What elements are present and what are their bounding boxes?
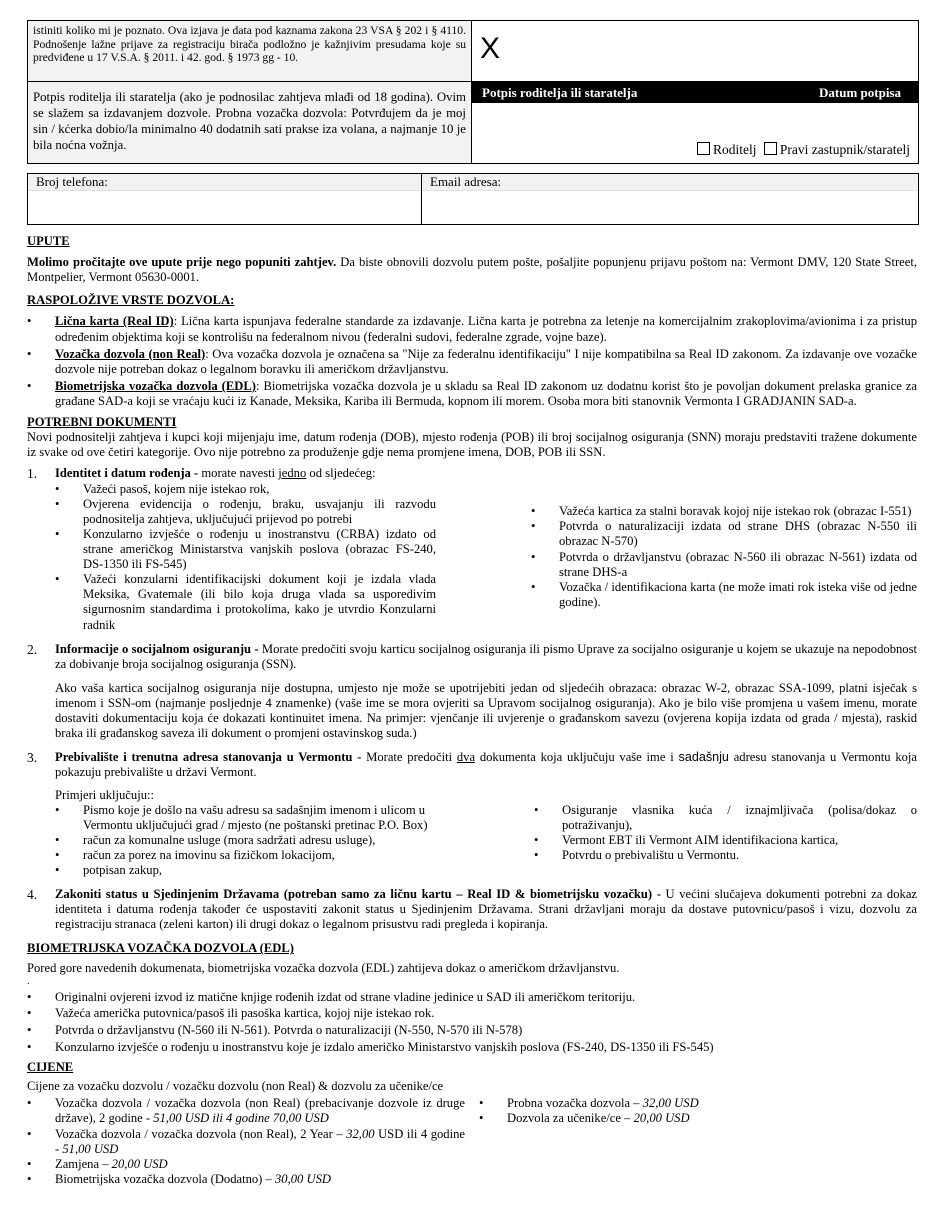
price-value: 32,00 USD [642, 1096, 699, 1111]
parent-consent-text: Potpis roditelja ili staratelja (ako je podnosilac zahtjeva mlađi od 18 godina). Ovim se slažem sa izdavanjem dozvole. Probna vozačka dozvola: Potvrđujem da je moj sin / kćerka dobio/la minimalno 40 dodatnih sati prakse iza volana, a najmanje 10 je bila noćna vožnja. [28, 82, 472, 163]
parent-signature-header [472, 82, 918, 103]
prices-heading: CIJENE [27, 1060, 74, 1075]
license-types-heading: RASPOLOŽIVE VRSTE DOZVOLA: [27, 293, 235, 308]
price-item [479, 1096, 917, 1111]
list-item: • Važeća američka putovnica/pasoš ili pasoška kartica, kojoj nije istekao rok. [27, 1005, 917, 1022]
section-text: od sljedećeg: [306, 466, 376, 481]
section-emphasis: jedno [278, 466, 307, 481]
edl-intro: Pored gore navedenih dokumenata, biometrijska vozačka dozvola (EDL) zahtijeva dokaz o američkom državljanstvu. [27, 960, 620, 975]
docs-section-2 [27, 642, 917, 742]
instructions-intro-bold: Molimo pročitajte ove upute prije nego popuniti zahtjev. [27, 255, 337, 270]
edl-dot: . [27, 975, 30, 987]
prices-intro: Cijene za vozačku dozvolu / vozačku dozvolu (non Real) & dozvolu za učenike/ce [27, 1079, 444, 1094]
price-label: Dozvola za učenike/ce – [507, 1111, 634, 1126]
price-label: Biometrijska vozačka dozvola (Dodatno) – [55, 1171, 275, 1186]
price-label: Vozačka dozvola / vozačka dozvola (non Real), 2 Year – [55, 1126, 347, 1141]
list-item: • Potvrda o državljanstvu (obrazac N-560 ili obrazac N-561) izdata od strane DHS-a [531, 550, 917, 580]
license-type-title: Biometrijska vozačka dozvola (EDL) [55, 378, 256, 393]
price-item [27, 1096, 465, 1126]
applicant-signature-field[interactable] [472, 21, 918, 82]
phone-field[interactable] [28, 174, 422, 224]
price-value: 51,00 USD [62, 1141, 119, 1156]
list-item: • Vermont EBT ili Vermont AIM identifikaciona kartica, [534, 833, 917, 848]
list-item: • račun za komunalne usluge (mora sadržati adresu usluge), [55, 833, 436, 848]
list-item: • Konzularno izvješće o rođenju u inostranstvu (CRBA) izdato od strane američkog Ministarstva vanjskih poslova (obrazac FS-240, DS-1350 ili FS-545) [55, 527, 436, 572]
section-number: 4. [27, 887, 38, 903]
price-item [27, 1157, 465, 1172]
required-docs-heading: POTREBNI DOKUMENTI [27, 415, 177, 430]
guardian-option-label: Pravi zastupnik/staratelj [779, 141, 910, 157]
section-text: Morate predočiti [361, 750, 457, 765]
email-label: Email adresa: [422, 174, 918, 191]
license-type-item [27, 314, 917, 344]
list-item: • Potvrda o naturalizaciji izdata od strane DHS (obrazac N-550 ili obrazac N-570) [531, 519, 917, 549]
residence-docs-list-right [534, 803, 917, 879]
instructions-heading: UPUTE [27, 234, 70, 248]
section-text: dokumenta koja uključuju vaše ime i [475, 750, 679, 765]
list-item: • Ovjerena evidencija o rođenju, braku, usvajanju ili razvodu podnositelja zahtjeva, uključujući prijevod po potrebi [55, 497, 436, 527]
instructions-intro [27, 255, 917, 285]
list-item: • Potvrda o državljanstvu (N-560 ili N-561). Potvrda o naturalizaciji (N-550, N-570 ili N-578) [27, 1022, 917, 1039]
price-label: Probna vozačka dozvola – [507, 1096, 643, 1111]
section-title: Informacije o socijalnom osiguranju - [55, 641, 259, 656]
price-value: 32,00 [346, 1126, 375, 1141]
license-type-item [27, 379, 917, 409]
docs-section-4 [27, 887, 917, 932]
license-type-text: : Ova vozačka dozvola je označena sa "Nije za federalnu identifikaciju" I nije kompatibilna sa Real ID zakonom. Za izdavanje ove vozačke dozvole nije potreban dokaz o legalnom boravku ili američkom državljanstvu. [55, 346, 917, 376]
list-item: • Originalni ovjereni izvod iz matične knjige rođenih izdat od strane vladine jedinice u SAD ili američkom teritoriju. [27, 989, 917, 1006]
residence-docs-list-left [55, 803, 436, 879]
signature-x-mark: X [480, 32, 501, 65]
section-number: 1. [27, 466, 38, 482]
section-title: Prebivalište i trenutna adresa stanovanja u Vermontu - [55, 750, 362, 765]
statement-text: istiniti koliko mi je poznato. Ova izjava je data pod kaznama zakona 23 VSA § 202 i § 4110. Podnošenje lažne prijave za registraciju birača podložno je kažnjivim presudama koje su predviđene u 17 V.S.A. § 2011. i 42. god. § 1973 gg - 10. [28, 21, 472, 82]
phone-label: Broj telefona: [28, 174, 421, 191]
section-text: adresu stanovanja u Vermontu koja pokazuju prebivalište u državi Vermont. [55, 750, 918, 780]
section-text: morate navesti [198, 466, 279, 481]
list-item: • Vozačka / identifikaciona karta (ne može imati rok isteka više od jedne godine). [531, 580, 917, 610]
price-item [27, 1127, 465, 1157]
section-number: 2. [27, 641, 38, 657]
edl-docs-list [27, 989, 917, 1055]
price-value: 30,00 USD [274, 1171, 331, 1186]
prices-list-left [27, 1096, 465, 1187]
identity-docs-list-right [531, 504, 917, 610]
prices-columns [27, 1096, 917, 1187]
license-type-title: Lična karta (Real ID) [55, 314, 174, 329]
relationship-options [697, 142, 910, 158]
identity-docs-list-left [55, 482, 436, 633]
list-item: • Važeći konzularni identifikacijski dokument koji je izdala vlada Meksika, Gvatemale (ili bilo koja druga vlada sa usporedivim sigurnosnim standardima i protokolima, kako je utvrdio Konzularni radnik [55, 572, 436, 632]
signature-date-label: Datum potpisa [819, 84, 901, 100]
license-type-item [27, 347, 917, 377]
instructions-intro-text: Da biste obnovili dozvolu putem pošte, pošaljite popunjenu prijavu poštom na: Vermont DMV, 120 State Street, Montpelier, Vermont 05630-0001. [27, 255, 917, 285]
license-type-text: : Lična karta ispunjava federalne standarde za izdavanje. Lična karta je potrebna za letenje na komercijalnim zrakoplovima/avionima i za pristup određenim objektima koji se kontrolišu na federalnom nivou (federalni sudovi, federalne zgrade, vojne baze). [55, 314, 917, 344]
signature-table [27, 20, 919, 164]
section-title: Zakoniti status u Sjedinjenim Državama (potreban samo za ličnu kartu – Real ID & biometrijsku vozačku) - [55, 887, 661, 902]
list-item: • račun za porez na imovinu sa fizičkom lokacijom, [55, 848, 436, 863]
list-item: • Potvrdu o prebivalištu u Vermontu. [534, 848, 917, 863]
section-paragraph: Ako vaša kartica socijalnog osiguranja nije dostupna, umjesto nje može se upotrijebiti jedan od sljedećih obrazaca: obrazac W-2, obrazac SSA-1099, platni isječak s imenom i SSN-om (najmanje posljednje 4 znamenke) (vaše ime se mora ovjeriti sa Upravom socijalnog osiguranja). Ako je bilo više promjena u vašem imenu, morate dostaviti dokumentaciju koja će dokazati kontinuitet imena. Na primjer: vjenčanje ili uvjerenje o građanskom savezu (ovjerena kopija izdata od grada / mjesta), raskid braka ili građanskog saveza ili dokument o promjeni ostavinskog suda.) [55, 680, 917, 741]
section-title: Identitet i datum rođenja - [55, 466, 199, 481]
list-item: • Pismo koje je došlo na vašu adresu sa sadašnjim imenom i ulicom u Vermontu uključujući grad / mjesto (ne poštanski pretinac P.O. Box) [55, 803, 436, 833]
license-type-title: Vozačka dozvola (non Real) [55, 346, 206, 361]
required-docs-intro: Novi podnositelji zahtjeva i kupci koji mijenjaju ime, datum rođenja (DOB), mjesto rođenja (POB) ili broj socijalnog osiguranja (SNN) moraju predstaviti tražene dokumente iz svake od ove četiri kategorije. Ovo nije potrebno za produženje gdje nema promjene imena, DOB, POB ili SSN. [27, 430, 917, 460]
list-item: • potpisan zakup, [55, 863, 436, 878]
price-value: 20,00 USD [633, 1111, 690, 1126]
price-item [479, 1111, 917, 1126]
docs-section-3 [27, 750, 917, 878]
docs-section-1 [27, 466, 917, 632]
list-item: • Konzularno izvješće o rođenju u inostranstvu koje je izdalo američko Ministarstvo vanjskih poslova (FS-240, DS-1350 ili FS-545) [27, 1039, 917, 1056]
price-label: USD ili 4 godine - [55, 1126, 465, 1156]
parent-signature-field[interactable] [472, 82, 918, 160]
license-types-list [27, 314, 917, 409]
email-field[interactable] [422, 174, 918, 224]
examples-label: Primjeri uključuju:: [55, 787, 154, 802]
price-value: 20,00 USD [111, 1156, 168, 1171]
section-emphasis: dva [456, 750, 476, 765]
section-number: 3. [27, 750, 38, 766]
list-item: • Osiguranje vlasnika kuća / iznajmljivača (polisa/dokaz o potraživanju), [534, 803, 917, 833]
section-text: Morate predočiti svoju karticu socijalnog osiguranja ili pismo Uprave za socijalno osiguranje u kojem se ukazuje na nepodobnost za dobivanje broja socijalnog osiguranja (SSN). [55, 641, 917, 671]
section-text: sadašnju [678, 750, 729, 765]
price-value: 51,00 USD ili 4 godine 70,00 USD [153, 1111, 329, 1126]
edl-heading: BIOMETRIJSKA VOZAČKA DOZVOLA (EDL) [27, 941, 294, 956]
price-item [27, 1172, 465, 1187]
list-item: • Važeća kartica za stalni boravak kojoj nije istekao rok (obrazac I-551) [531, 504, 917, 519]
price-label: Zamjena – [55, 1156, 112, 1171]
license-type-text: : Biometrijska vozačka dozvola je u skladu sa Real ID zakonom uz dodatnu korist što je povoljan dokument prelaska granice za građane SAD-a koji se vraćaju kući iz Kanade, Meksika, Kariba ili Bermuda, kopnom ili morem. Osoba mora biti stanovnik Vermonta I GRADJANIN SAD-a. [55, 378, 917, 408]
parent-option-label: Roditelj [713, 141, 757, 157]
parent-checkbox[interactable] [697, 142, 710, 155]
price-label: Vozačka dozvola / vozačka dozvola (non Real) (prebacivanje dozvole iz druge države), 2 godine - [55, 1096, 465, 1126]
list-item: • Važeći pasoš, kojem nije istekao rok, [55, 482, 436, 497]
section-text: U većini slučajeva dokumenti potrebni za dokaz identiteta i datuma rođenja također će uspostaviti zakonit status u Sjedinjenim Državama. Strani državljani moraju da dostave putovnicu/pasoš i vizu, dozvolu za registraciju stranaca (zeleni karton) ili drugi dokaz o legalnom prisustvu radi pregleda i kopiranja. [55, 887, 917, 932]
contact-table [27, 173, 919, 225]
guardian-checkbox[interactable] [764, 142, 777, 155]
parent-signature-label: Potpis roditelja ili staratelja [482, 84, 638, 100]
prices-list-right [479, 1096, 917, 1187]
document-page [27, 20, 917, 1187]
